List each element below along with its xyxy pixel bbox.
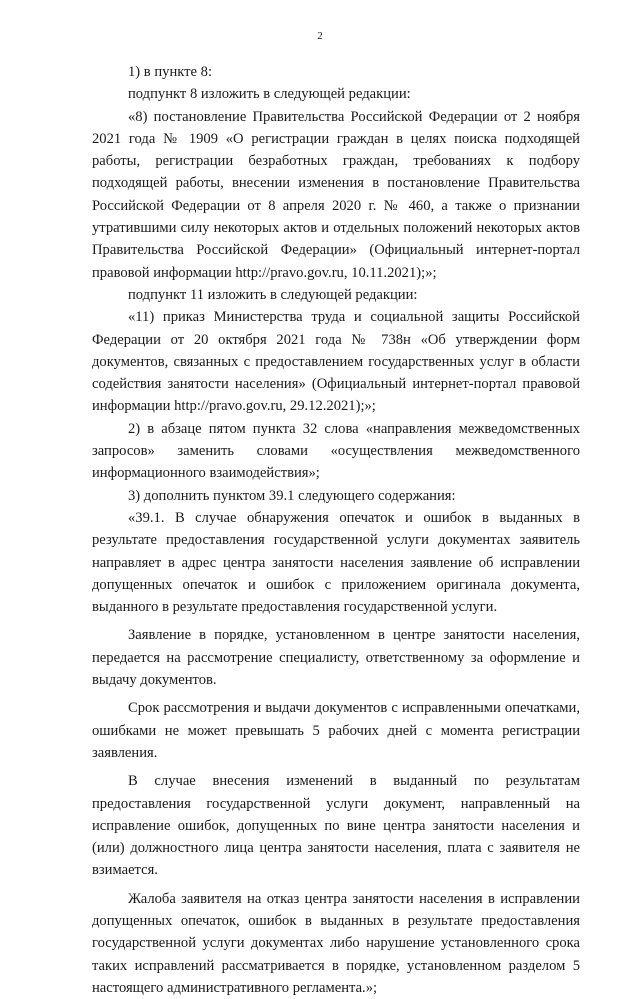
page-number: 2 — [317, 30, 323, 42]
paragraph-item-8-intro: подпункт 8 изложить в следующей редакции: — [128, 86, 411, 103]
paragraph-39-1: «39.1. В случае обнаружения опечаток и ошибок в выданных в результате предоставления государственной услуги документах заявитель направляет в адрес центра занятости населения заявление об исправлении допущенных опечаток и ошибок с приложением оригинала документа, выданного в результате предоставления государственной услуги. — [92, 509, 580, 616]
paragraph-item-3: 3) дополнить пунктом 39.1 следующего содержания: — [128, 487, 456, 504]
paragraph-item-11-text: «11) приказ Министерства труда и социальной защиты Российской Федерации от 20 октября 2021 года № 738н «Об утверждении форм документов, связанных с предоставлением государственных услуг в области содействия занятости населения» (Официальный интернет-портал правовой информации http://pravo.gov.ru, 29.12.2021);»; — [92, 309, 580, 415]
paragraph-application-procedure: Заявление в порядке, установленном в центре занятости населения, передается на рассмотрение специалисту, ответственному за оформление и выдачу документов. — [92, 627, 580, 689]
paragraph-item-11-intro: подпункт 11 изложить в следующей редакции: — [128, 286, 418, 303]
paragraph-fee-exemption: В случае внесения изменений в выданный по результатам предоставления государственной услуги документ, направленный на исправление ошибок, допущенных по вине центра занятости населения и (или) должностного лица центра занятости населения, плата с заявителя не взимается. — [92, 773, 580, 879]
document-body — [92, 61, 580, 999]
paragraph-complaint: Жалоба заявителя на отказ центра занятости населения в исправлении допущенных опечаток, ошибок в выданных в результате предоставления государственной услуги документах либо нарушение установленного срока таких исправлений рассматривается в порядке, установленном разделом 5 настоящего административного регламента.»; — [92, 890, 580, 996]
paragraph-item-1: 1) в пункте 8: — [128, 64, 213, 80]
paragraph-review-term: Срок рассмотрения и выдачи документов с исправленными опечатками, ошибками не может превышать 5 рабочих дней с момента регистрации заявления. — [92, 700, 580, 761]
paragraph-item-8-text: «8) постановление Правительства Российской Федерации от 2 ноября 2021 года № 1909 «О регистрации граждан в целях поиска подходящей работы, регистрации безработных граждан, требованиях к подбору подходящей работы, внесении изменения в постановление Правительства Российской Федерации от 8 апреля 2020 г. № 460, а также о признании утратившими силу некоторых актов и отдельных положений некоторых актов Правительства Российской Федерации» (Официальный интернет-портал правовой информации http://pravo.gov.ru, 10.11.2021);»; — [92, 108, 580, 281]
paragraph-item-2: 2) в абзаце пятом пункта 32 слова «направления межведомственных запросов» заменить словами «осуществления межведомственного информационного взаимодействия»; — [92, 420, 580, 482]
